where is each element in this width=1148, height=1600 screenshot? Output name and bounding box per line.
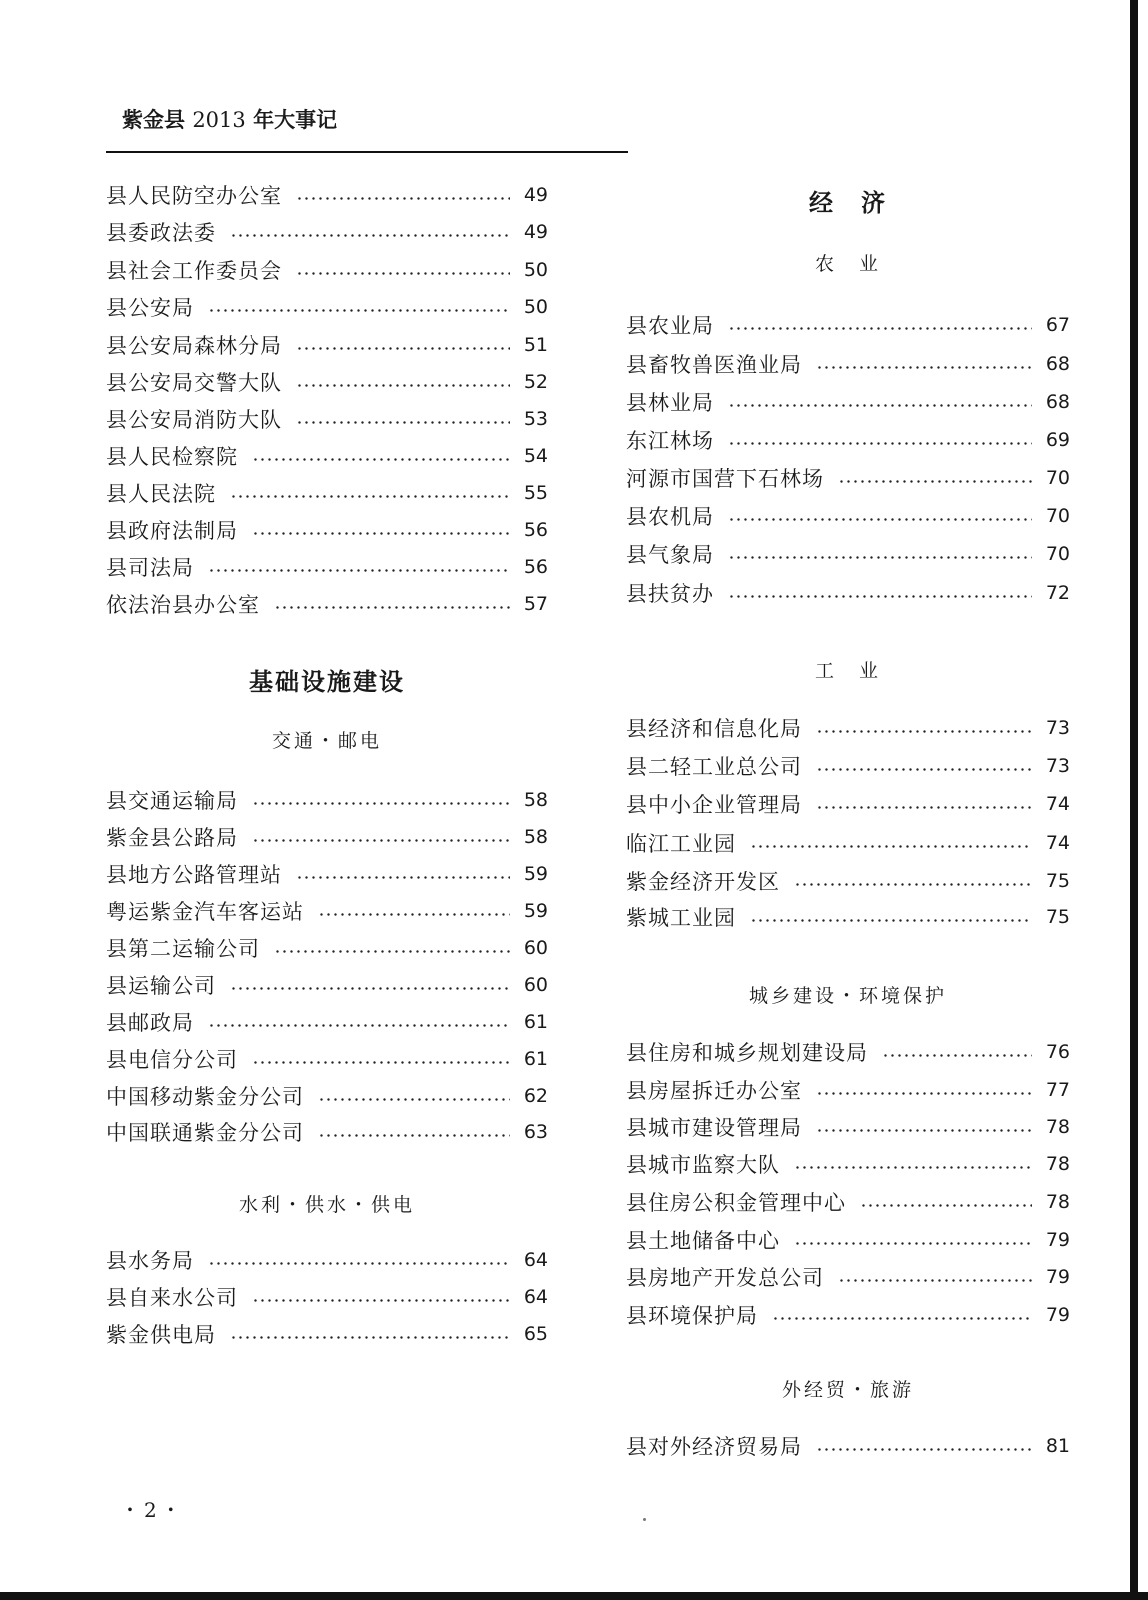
toc-leader-dots [296, 197, 510, 200]
scan-edge-right [1130, 0, 1138, 1600]
toc-entry [626, 388, 1070, 416]
toc-entry-page: 57 [523, 593, 548, 615]
header-title-part1: 紫金县 [122, 107, 185, 132]
toc-entry-page: 73 [1045, 755, 1070, 777]
toc-entry-name: 东江林场 [626, 429, 714, 453]
toc-entry-name: 县房屋拆迁办公室 [626, 1079, 802, 1103]
toc-entry-page: 59 [523, 863, 548, 885]
toc-entry [106, 860, 548, 888]
toc-leader-dots [728, 518, 1032, 521]
toc-entry-name: 县住房和城乡规划建设局 [626, 1041, 868, 1065]
toc-entry-name: 县城市监察大队 [626, 1153, 780, 1177]
toc-entry [106, 368, 548, 396]
toc-entry-page: 69 [1045, 429, 1070, 451]
toc-entry-page: 76 [1045, 1041, 1070, 1063]
toc-entry-page: 56 [523, 556, 548, 578]
toc-leader-dots [274, 950, 510, 953]
toc-entry-name: 依法治县办公室 [106, 593, 260, 617]
toc-leader-dots [318, 1134, 510, 1137]
toc-entry-name: 县自来水公司 [106, 1286, 238, 1310]
toc-entry-name: 县环境保护局 [626, 1304, 758, 1328]
toc-leader-dots [816, 768, 1032, 771]
toc-entry-name: 紫金经济开发区 [626, 870, 780, 894]
toc-leader-dots [274, 606, 510, 609]
toc-entry-page: 59 [523, 900, 548, 922]
toc-leader-dots [208, 1262, 510, 1265]
toc-leader-dots [208, 569, 510, 572]
toc-leader-dots [252, 1061, 510, 1064]
toc-leader-dots [838, 1279, 1032, 1282]
toc-entry-page: 52 [523, 371, 548, 393]
toc-entry-page: 79 [1045, 1229, 1070, 1251]
toc-entry [106, 181, 548, 209]
subsection-title-transport-post: 交通・邮电 [271, 730, 382, 752]
toc-entry-name: 县土地储备中心 [626, 1229, 780, 1253]
section-title-economy: 经 济 [809, 188, 887, 217]
toc-leader-dots [750, 919, 1032, 922]
toc-entry-name: 县邮政局 [106, 1011, 194, 1035]
toc-entry-name: 县人民检察院 [106, 445, 238, 469]
toc-entry-page: 78 [1045, 1153, 1070, 1175]
toc-leader-dots [794, 1242, 1032, 1245]
toc-entry-page: 77 [1045, 1079, 1070, 1101]
toc-entry-page: 74 [1045, 832, 1070, 854]
subsection-title-trade-tourism: 外经贸・旅游 [781, 1379, 914, 1401]
toc-entry [106, 897, 548, 925]
toc-leader-dots [882, 1054, 1032, 1057]
toc-entry-name: 县运输公司 [106, 974, 216, 998]
toc-entry-page: 53 [523, 408, 548, 430]
toc-leader-dots [728, 556, 1032, 559]
toc-entry [626, 426, 1070, 454]
toc-entry-page: 64 [523, 1249, 548, 1271]
toc-entry-page: 64 [523, 1286, 548, 1308]
section-title-infrastructure: 基础设施建设 [249, 667, 405, 696]
toc-entry [626, 867, 1070, 895]
toc-entry-page: 70 [1045, 505, 1070, 527]
toc-entry-page: 58 [523, 789, 548, 811]
toc-entry [106, 786, 548, 814]
toc-entry [106, 1246, 548, 1274]
page-number: ・2・ [120, 1498, 185, 1522]
toc-entry-name: 临江工业园 [626, 832, 736, 856]
toc-leader-dots [794, 1166, 1032, 1169]
toc-leader-dots [794, 883, 1032, 886]
toc-entry-name: 中国联通紫金分公司 [106, 1121, 304, 1145]
toc-entry-name: 县政府法制局 [106, 519, 238, 543]
subsection-title-agriculture: 农 业 [814, 253, 881, 275]
toc-leader-dots [208, 309, 510, 312]
toc-leader-dots [816, 366, 1032, 369]
toc-entry [626, 752, 1070, 780]
toc-entry [106, 331, 548, 359]
toc-leader-dots [230, 234, 510, 237]
toc-entry-name: 县公安局交警大队 [106, 371, 282, 395]
toc-entry-page: 78 [1045, 1116, 1070, 1138]
toc-leader-dots [296, 421, 510, 424]
toc-entry-name: 县交通运输局 [106, 789, 238, 813]
toc-entry-page: 60 [523, 937, 548, 959]
subsection-title-industry: 工 业 [814, 660, 881, 682]
toc-entry [626, 829, 1070, 857]
toc-entry-name: 县司法局 [106, 556, 194, 580]
toc-leader-dots [318, 1098, 510, 1101]
toc-leader-dots [728, 404, 1032, 407]
toc-leader-dots [318, 913, 510, 916]
toc-entry [106, 442, 548, 470]
toc-entry [106, 934, 548, 962]
running-header [122, 104, 337, 134]
toc-entry [626, 1301, 1070, 1329]
toc-entry-page: 49 [523, 184, 548, 206]
toc-entry-name: 县对外经济贸易局 [626, 1435, 802, 1459]
toc-entry [626, 714, 1070, 742]
toc-entry [106, 256, 548, 284]
toc-entry-name: 县公安局消防大队 [106, 408, 282, 432]
toc-entry [106, 218, 548, 246]
toc-entry [106, 516, 548, 544]
toc-entry-name: 县地方公路管理站 [106, 863, 282, 887]
toc-entry [106, 971, 548, 999]
toc-entry [106, 1008, 548, 1036]
header-title-part2: 年大事记 [253, 107, 338, 132]
toc-entry-name: 县人民防空办公室 [106, 184, 282, 208]
toc-leader-dots [296, 876, 510, 879]
toc-leader-dots [296, 347, 510, 350]
toc-entry-name: 紫城工业园 [626, 906, 736, 930]
toc-entry-name: 紫金县公路局 [106, 826, 238, 850]
toc-leader-dots [296, 272, 510, 275]
toc-entry-page: 73 [1045, 717, 1070, 739]
toc-leader-dots [772, 1317, 1032, 1320]
toc-leader-dots [816, 1092, 1032, 1095]
toc-entry-page: 50 [523, 259, 548, 281]
toc-leader-dots [208, 1024, 510, 1027]
toc-entry [106, 1320, 548, 1348]
toc-leader-dots [728, 595, 1032, 598]
toc-entry-name: 河源市国营下石林场 [626, 467, 824, 491]
toc-leader-dots [816, 1129, 1032, 1132]
toc-entry-name: 县农业局 [626, 314, 714, 338]
toc-entry-page: 70 [1045, 543, 1070, 565]
header-rule [106, 151, 628, 153]
toc-entry [106, 1283, 548, 1311]
scan-speck [643, 1518, 646, 1521]
toc-entry-page: 67 [1045, 314, 1070, 336]
toc-entry-name: 县委政法委 [106, 221, 216, 245]
toc-entry-name: 县农机局 [626, 505, 714, 529]
toc-entry-page: 65 [523, 1323, 548, 1345]
toc-entry [626, 579, 1070, 607]
toc-leader-dots [230, 1336, 510, 1339]
toc-entry-name: 紫金供电局 [106, 1323, 216, 1347]
toc-entry-page: 78 [1045, 1191, 1070, 1213]
toc-entry-name: 县气象局 [626, 543, 714, 567]
toc-leader-dots [252, 802, 510, 805]
toc-leader-dots [252, 458, 510, 461]
toc-entry [626, 1038, 1070, 1066]
toc-entry [626, 1188, 1070, 1216]
toc-entry [626, 350, 1070, 378]
toc-entry-page: 61 [523, 1048, 548, 1070]
toc-entry [626, 1432, 1070, 1460]
toc-entry [626, 540, 1070, 568]
toc-leader-dots [230, 987, 510, 990]
toc-entry-name: 县社会工作委员会 [106, 259, 282, 283]
toc-entry-page: 72 [1045, 582, 1070, 604]
toc-entry [626, 464, 1070, 492]
toc-entry [106, 1045, 548, 1073]
toc-leader-dots [252, 1299, 510, 1302]
toc-entry-page: 55 [523, 482, 548, 504]
toc-entry-page: 75 [1045, 870, 1070, 892]
toc-leader-dots [860, 1204, 1032, 1207]
toc-entry-name: 县扶贫办 [626, 582, 714, 606]
scan-edge-bottom [0, 1592, 1148, 1600]
toc-entry-page: 51 [523, 334, 548, 356]
toc-entry-page: 49 [523, 221, 548, 243]
subsection-title-urban-environment: 城乡建设・环境保护 [748, 985, 947, 1007]
toc-entry-name: 县公安局森林分局 [106, 334, 282, 358]
toc-leader-dots [728, 327, 1032, 330]
toc-entry-name: 县二轻工业总公司 [626, 755, 802, 779]
toc-entry-page: 68 [1045, 353, 1070, 375]
toc-entry-page: 70 [1045, 467, 1070, 489]
toc-leader-dots [816, 730, 1032, 733]
toc-entry-page: 50 [523, 296, 548, 318]
toc-leader-dots [252, 532, 510, 535]
toc-leader-dots [750, 845, 1032, 848]
toc-entry-name: 县经济和信息化局 [626, 717, 802, 741]
toc-leader-dots [230, 495, 510, 498]
toc-entry [106, 479, 548, 507]
toc-entry-name: 县城市建设管理局 [626, 1116, 802, 1140]
toc-entry-page: 75 [1045, 906, 1070, 928]
toc-entry-page: 79 [1045, 1304, 1070, 1326]
toc-leader-dots [296, 384, 510, 387]
toc-entry [626, 790, 1070, 818]
toc-entry-page: 74 [1045, 793, 1070, 815]
toc-entry-name: 县第二运输公司 [106, 937, 260, 961]
toc-entry [626, 311, 1070, 339]
toc-entry-name: 粤运紫金汽车客运站 [106, 900, 304, 924]
toc-entry-name: 县住房公积金管理中心 [626, 1191, 846, 1215]
toc-entry [106, 293, 548, 321]
toc-entry-name: 县林业局 [626, 391, 714, 415]
toc-entry [106, 1082, 548, 1110]
toc-leader-dots [816, 806, 1032, 809]
toc-entry [106, 553, 548, 581]
toc-entry [106, 590, 548, 618]
toc-entry-page: 63 [523, 1121, 548, 1143]
toc-entry [626, 502, 1070, 530]
toc-entry-name: 中国移动紫金分公司 [106, 1085, 304, 1109]
toc-entry [626, 1226, 1070, 1254]
toc-leader-dots [728, 442, 1032, 445]
toc-entry-name: 县水务局 [106, 1249, 194, 1273]
toc-entry-page: 68 [1045, 391, 1070, 413]
toc-leader-dots [838, 480, 1032, 483]
toc-entry-page: 56 [523, 519, 548, 541]
toc-entry [106, 823, 548, 851]
header-year: 2013 [192, 108, 246, 132]
toc-entry-name: 县房地产开发总公司 [626, 1266, 824, 1290]
toc-entry-page: 62 [523, 1085, 548, 1107]
toc-leader-dots [816, 1448, 1032, 1451]
toc-entry-page: 60 [523, 974, 548, 996]
toc-entry-name: 县中小企业管理局 [626, 793, 802, 817]
toc-entry-name: 县人民法院 [106, 482, 216, 506]
toc-entry-page: 79 [1045, 1266, 1070, 1288]
toc-entry-name: 县公安局 [106, 296, 194, 320]
toc-entry [106, 1118, 548, 1146]
subsection-title-water-power: 水利・供水・供电 [238, 1194, 415, 1216]
toc-entry-page: 54 [523, 445, 548, 467]
toc-entry [626, 1150, 1070, 1178]
toc-entry-name: 县电信分公司 [106, 1048, 238, 1072]
toc-entry-page: 58 [523, 826, 548, 848]
toc-entry [626, 1263, 1070, 1291]
toc-entry [626, 1076, 1070, 1104]
toc-leader-dots [252, 839, 510, 842]
toc-entry-page: 81 [1045, 1435, 1070, 1457]
toc-entry-name: 县畜牧兽医渔业局 [626, 353, 802, 377]
toc-entry [626, 903, 1070, 931]
toc-entry [106, 405, 548, 433]
toc-entry-page: 61 [523, 1011, 548, 1033]
toc-entry [626, 1113, 1070, 1141]
